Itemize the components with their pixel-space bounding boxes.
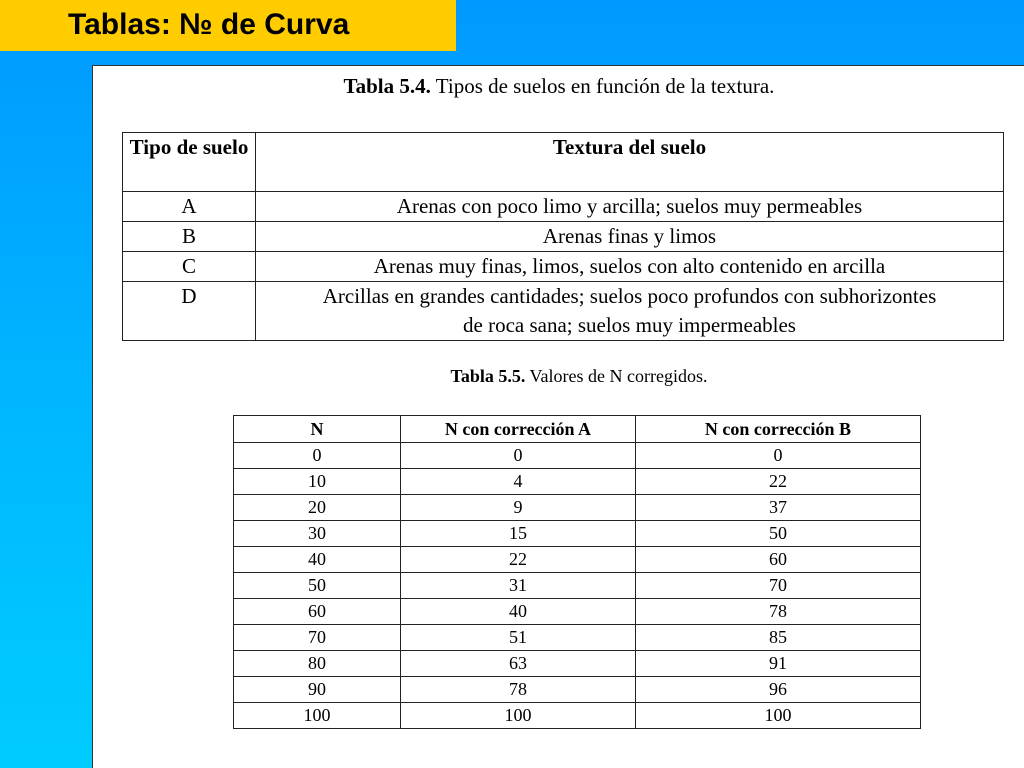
cell-n-correction-a: 100 <box>401 703 636 729</box>
cell-n: 60 <box>234 599 401 625</box>
cell-soil-type: B <box>123 222 256 252</box>
cell-n-correction-a: 40 <box>401 599 636 625</box>
table-row <box>234 521 921 547</box>
cell-n: 70 <box>234 625 401 651</box>
header-soil-texture: Textura del suelo <box>256 133 1004 192</box>
cell-soil-texture: Arenas muy finas, limos, suelos con alto contenido en arcilla <box>256 252 1004 282</box>
cell-n-correction-a: 51 <box>401 625 636 651</box>
table-row <box>234 495 921 521</box>
cell-n: 20 <box>234 495 401 521</box>
table1-caption-text: Tipos de suelos en función de la textura. <box>435 74 775 98</box>
soil-type-table <box>122 132 1004 341</box>
table-row <box>234 599 921 625</box>
table2-caption-label: Tabla 5.5. <box>450 366 526 386</box>
cell-n: 0 <box>234 443 401 469</box>
header-n-correction-a: N con corrección A <box>401 416 636 443</box>
header-soil-type: Tipo de suelo <box>123 133 256 192</box>
table2-caption <box>93 366 1024 387</box>
cell-n: 10 <box>234 469 401 495</box>
table-row <box>123 252 1004 282</box>
cell-soil-texture: Arcillas en grandes cantidades; suelos poco profundos con subhorizontes de roca sana; suelos muy impermeables <box>256 282 1004 341</box>
cell-soil-type: C <box>123 252 256 282</box>
cell-n-correction-b: 91 <box>636 651 921 677</box>
table-row <box>234 573 921 599</box>
cell-n-correction-b: 22 <box>636 469 921 495</box>
cell-soil-type: A <box>123 192 256 222</box>
cell-n: 30 <box>234 521 401 547</box>
slide-title: Tablas: № de Curva <box>68 8 350 41</box>
cell-n-correction-a: 0 <box>401 443 636 469</box>
cell-soil-texture: Arenas finas y limos <box>256 222 1004 252</box>
corrected-n-table <box>233 415 921 729</box>
cell-n: 50 <box>234 573 401 599</box>
cell-n: 100 <box>234 703 401 729</box>
cell-n-correction-b: 96 <box>636 677 921 703</box>
cell-n-correction-a: 31 <box>401 573 636 599</box>
table1-caption <box>93 74 1024 99</box>
content-page <box>92 65 1024 768</box>
table-header-row <box>234 416 921 443</box>
cell-n-correction-a: 9 <box>401 495 636 521</box>
table-row <box>123 192 1004 222</box>
cell-n-correction-a: 4 <box>401 469 636 495</box>
header-n-correction-b: N con corrección B <box>636 416 921 443</box>
cell-n-correction-b: 50 <box>636 521 921 547</box>
table2-caption-text: Valores de N corregidos. <box>529 366 708 386</box>
table-header-row <box>123 133 1004 192</box>
cell-soil-type: D <box>123 282 256 341</box>
title-bar <box>0 0 456 51</box>
table-row <box>234 443 921 469</box>
cell-n-correction-a: 22 <box>401 547 636 573</box>
cell-n-correction-b: 78 <box>636 599 921 625</box>
cell-soil-texture: Arenas con poco limo y arcilla; suelos muy permeables <box>256 192 1004 222</box>
table-row <box>234 547 921 573</box>
cell-n-correction-a: 78 <box>401 677 636 703</box>
cell-n: 80 <box>234 651 401 677</box>
cell-n-correction-a: 63 <box>401 651 636 677</box>
table-row <box>123 282 1004 341</box>
cell-n: 90 <box>234 677 401 703</box>
table-row <box>234 677 921 703</box>
header-n: N <box>234 416 401 443</box>
cell-n-correction-b: 85 <box>636 625 921 651</box>
table1-caption-label: Tabla 5.4. <box>343 74 431 98</box>
cell-n-correction-b: 100 <box>636 703 921 729</box>
table-row <box>234 651 921 677</box>
cell-n-correction-a: 15 <box>401 521 636 547</box>
table-row <box>234 469 921 495</box>
table-row <box>234 703 921 729</box>
cell-n-correction-b: 37 <box>636 495 921 521</box>
table-row <box>234 625 921 651</box>
cell-n-correction-b: 60 <box>636 547 921 573</box>
cell-n-correction-b: 0 <box>636 443 921 469</box>
table-row <box>123 222 1004 252</box>
cell-n-correction-b: 70 <box>636 573 921 599</box>
cell-n: 40 <box>234 547 401 573</box>
